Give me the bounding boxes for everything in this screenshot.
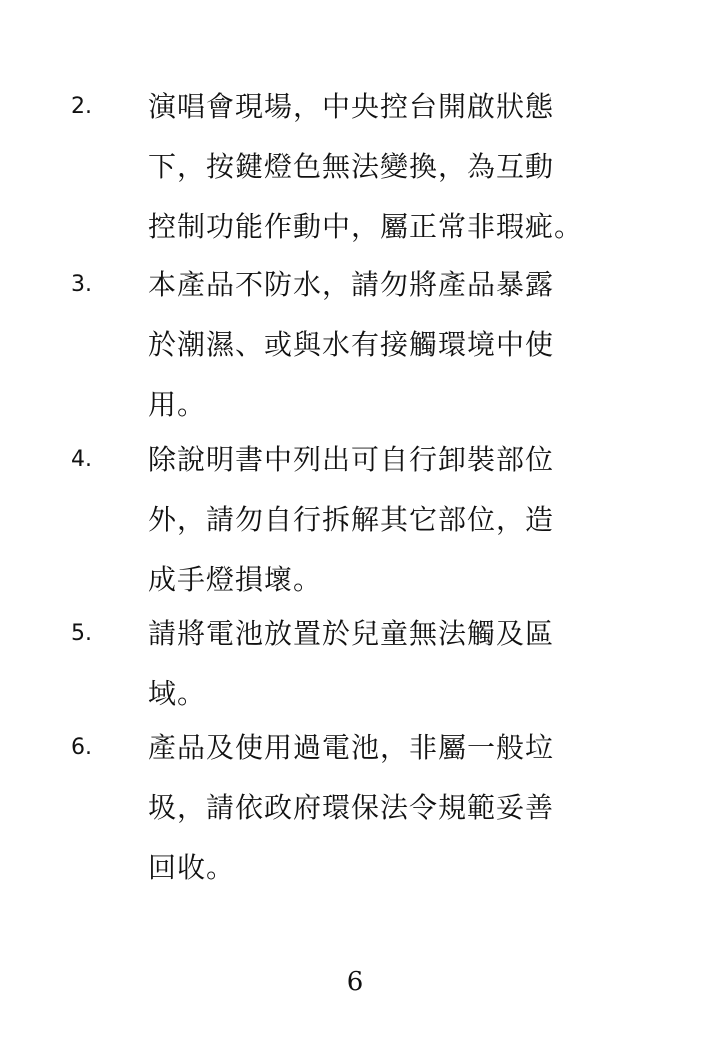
item-text-line: 於潮濕、或與水有接觸環境中使 — [148, 328, 555, 361]
item-text-line: 本產品不防水，請勿將產品暴露 — [148, 268, 555, 301]
item-text-line: 除說明書中列出可自行卸裝部位 — [148, 443, 555, 476]
item-text-line: 圾，請依政府環保法令規範妥善 — [148, 791, 555, 824]
item-text-line: 產品及使用過電池，非屬一般垃 — [148, 731, 555, 764]
page-number: 6 — [346, 967, 364, 997]
item-text-line: 用。 — [148, 388, 207, 421]
item-number: 3. — [71, 272, 92, 297]
item-text-line: 請將電池放置於兒童無法觸及區 — [148, 617, 555, 650]
item-text-line: 演唱會現場，中央控台開啟狀態 — [148, 90, 555, 123]
item-text-line: 外，請勿自行拆解其它部位，造 — [148, 503, 555, 536]
item-text-line: 下，按鍵燈色無法變換，為互動 — [148, 150, 555, 183]
item-text-line: 域。 — [148, 677, 207, 710]
item-text-line: 成手燈損壞。 — [148, 563, 323, 596]
item-number: 5. — [71, 621, 92, 646]
item-number: 2. — [71, 94, 92, 119]
item-text-line: 控制功能作動中，屬正常非瑕疵。 — [148, 210, 584, 243]
item-number: 4. — [71, 447, 92, 472]
item-number: 6. — [71, 735, 92, 760]
item-text-line: 回收。 — [148, 851, 236, 884]
